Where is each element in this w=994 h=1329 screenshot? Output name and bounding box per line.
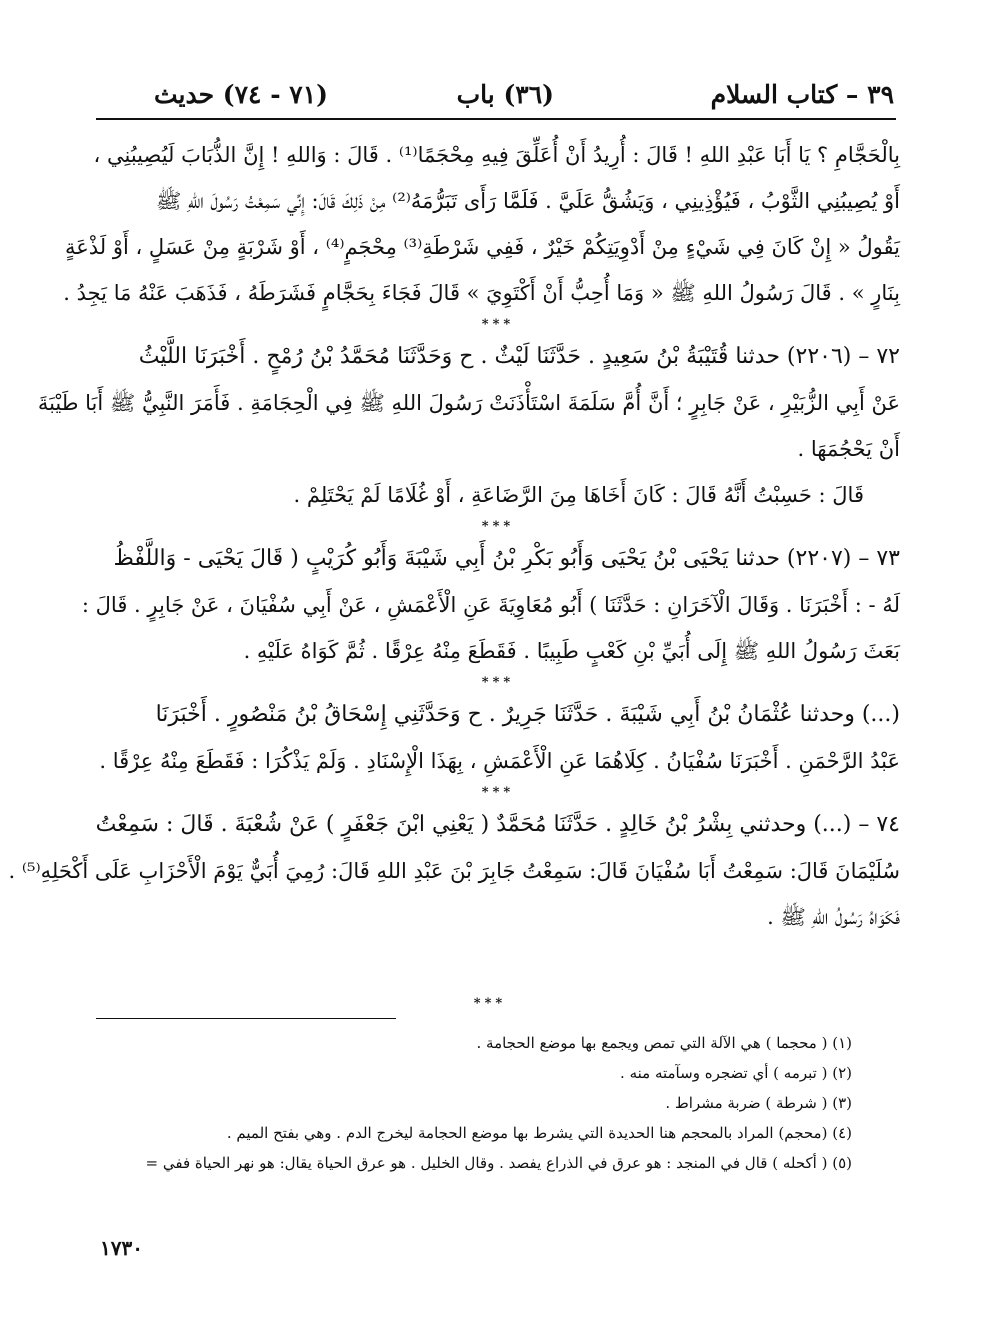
hadith-74-line: ٧٤ – (...) وحدثني بِشْرُ بْنُ خَالِدٍ . حَدَّثَنَا مُحَمَّدٌ ( يَعْنِي ابْنَ جَعْفَرٍ ) عَنْ شُعْبَةَ . قَالَ : سَمِعْتُ: [95, 812, 900, 837]
section-separator: ***: [481, 675, 515, 690]
book-title: ٣٩ – كتاب السلام: [710, 80, 894, 109]
chapter-label: (٣٦) باب: [456, 80, 554, 109]
end-separator: ***: [473, 996, 507, 1011]
footnote-rule: [96, 1018, 396, 1019]
text-line: بِالْحَجَّامِ ؟ يَا أَبَا عَبْدِ اللهِ ! قَالَ : أُرِيدُ أَنْ أُعَلِّقَ فِيهِ مِحْجَمًا⁽¹⁾ . قَالَ : وَاللهِ ! إِنَّ الذُّبَابَ لَيُصِيبُنِي ،: [93, 143, 900, 167]
page-number: ١٧٣٠: [100, 1236, 143, 1260]
footnote: (١) ( محجما ) هي الآلة التي تمص ويجمع بها موضع الحجامة .: [476, 1034, 852, 1052]
footnote: (٢) ( تبرمه ) أي تضجره وسآمته منه .: [620, 1064, 852, 1082]
running-header: [96, 78, 894, 118]
hadith-73b-line: عَبْدُ الرَّحْمَنِ . أَخْبَرَنَا سُفْيَانُ . كِلَاهُمَا عَنِ الْأَعْمَشِ ، بِهَذَا الْإِسْنَادِ . وَلَمْ يَذْكُرَا : فَقَطَعَ مِنْهُ عِرْقًا .: [99, 749, 900, 773]
hadith-range: (٧١ - ٧٤) حديث: [154, 80, 328, 109]
hadith-74-line: فَكَوَاهُ رَسُولُ اللهِ ﷺ .: [767, 905, 900, 929]
footnote: (٥) ( أكحله ) قال في المنجد : هو عرق في الذراع يفصد . وقال الخليل . هو عرق الحياة يقال: هو نهر الحياة ففي =: [145, 1154, 852, 1172]
hadith-73-line: بَعَثَ رَسُولُ اللهِ ﷺ إِلَى أُبَيِّ بْنِ كَعْبٍ طَبِيبًا . فَقَطَعَ مِنْهُ عِرْقًا . ثُمَّ كَوَاهُ عَلَيْهِ .: [243, 639, 900, 663]
footnote: (٤) (محجم) المراد بالمحجم هنا الحديدة التي يشرط بها موضع الحجامة ليخرج الدم . وهي بفتح الميم .: [226, 1124, 852, 1142]
hadith-72-line: قَالَ : حَسِبْتُ أَنَّهُ قَالَ : كَانَ أَخَاهَا مِنَ الرَّضَاعَةِ ، أَوْ غُلَامًا لَمْ يَحْتَلِمْ .: [293, 483, 864, 507]
hadith-73-line: لَهُ - : أَخْبَرَنَا . وَقَالَ الْآخَرَانِ : حَدَّثَنَا ) أَبُو مُعَاوِيَةَ عَنِ الْأَعْمَشِ ، عَنْ أَبِي سُفْيَانَ ، عَنْ جَابِرٍ . قَالَ :: [81, 593, 900, 617]
section-separator: ***: [481, 785, 515, 800]
hadith-74-line: سُلَيْمَانَ قَالَ: سَمِعْتُ أَبَا سُفْيَانَ قَالَ: سَمِعْتُ جَابِرَ بْنَ عَبْدِ اللهِ قَالَ: رُمِيَ أُبَيٌّ يَوْمَ الْأَحْزَابِ عَلَى أَكْحَلِهِ⁽⁵⁾ .: [8, 859, 900, 883]
hadith-72-line: أَنْ يَحْجُمَهَا .: [797, 437, 900, 461]
hadith-73b-line: (...) وحدثنا عُثْمَانُ بْنُ أَبِي شَيْبَةَ . حَدَّثَنَا جَرِيرٌ . ح وَحَدَّثَنِي إِسْحَاقُ بْنُ مَنْصُورٍ . أَخْبَرَنَا: [155, 702, 900, 727]
text-line: أَوْ يُصِيبُنِي الثَّوْبُ ، فَيُؤْذِينِي ، وَيَشُقُّ عَلَيَّ . فَلَمَّا رَأَى تَبَرُّمَهُ⁽²⁾ مِنْ ذَلِكَ قَالَ: إِنِّي سَمِعْتُ رَسُولَ اللهِ ﷺ: [156, 189, 900, 213]
text-line: يَقُولُ « إِنْ كَانَ فِي شَيْءٍ مِنْ أَدْوِيَتِكُمْ خَيْرٌ ، فَفِي شَرْطَةِ⁽³⁾ مِحْجَمٍ⁽⁴⁾ ، أَوْ شَرْبَةٍ مِنْ عَسَلٍ ، أَوْ لَذْعَةٍ: [64, 235, 900, 259]
footnote: (٣) ( شرطة ) ضربة مشراط .: [665, 1094, 852, 1112]
text-line: بِنَارٍ » . قَالَ رَسُولُ اللهِ ﷺ « وَمَا أُحِبُّ أَنْ أَكْتَوِيَ » قَالَ فَجَاءَ بِحَجَّامٍ فَشَرَطَهُ ، فَذَهَبَ عَنْهُ مَا يَجِدُ .: [63, 281, 900, 305]
hadith-72-line: ٧٢ – (٢٢٠٦) حدثنا قُتَيْبَةُ بْنُ سَعِيدٍ . حَدَّثَنَا لَيْثٌ . ح وَحَدَّثَنَا مُحَمَّدُ بْنُ رُمْحٍ . أَخْبَرَنَا اللَّيْثُ: [138, 344, 900, 369]
main-text: [8, 132, 900, 940]
section-separator: ***: [481, 317, 515, 332]
section-separator: ***: [481, 519, 515, 534]
hadith-73-line: ٧٣ – (٢٢٠٧) حدثنا يَحْيَى بْنُ يَحْيَى وَأَبُو بَكْرِ بْنُ أَبِي شَيْبَةَ وَأَبُو كُرَيْبٍ ( قَالَ يَحْيَى - وَاللَّفْظُ: [113, 546, 900, 571]
footnotes: [96, 1028, 852, 1178]
hadith-72-line: عَنْ أَبِي الزُّبَيْرِ ، عَنْ جَابِرٍ ؛ أَنَّ أُمَّ سَلَمَةَ اسْتَأْذَنَتْ رَسُولَ اللهِ ﷺ فِي الْحِجَامَةِ . فَأَمَرَ النَّبِيُّ ﷺ أَبَا طَيْبَةَ: [37, 391, 900, 415]
header-rule: [96, 118, 896, 120]
